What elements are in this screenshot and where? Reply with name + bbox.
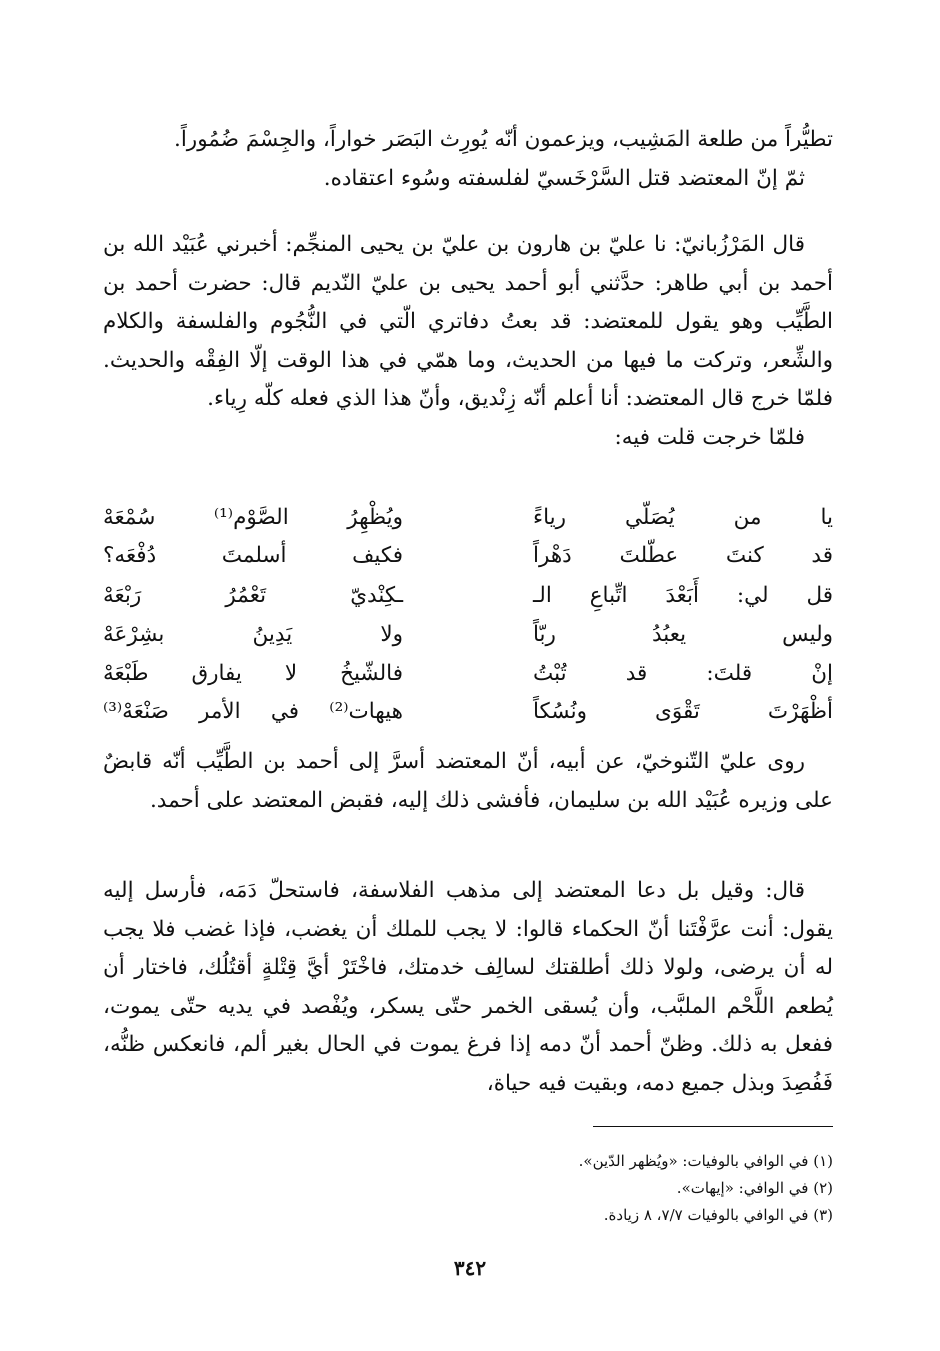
verse-first-hemistich: وليس يعبُدُ ربّاً (533, 622, 833, 647)
paragraph-5 (103, 743, 833, 820)
paragraph-text: فلمّا خرجت قلت فيه: (614, 424, 805, 450)
verse-line (103, 655, 833, 693)
verse-second-hemistich: فالشّيخُ لا يفارق طَبْعَهْ (103, 661, 403, 686)
paragraph-text: قال: وقيل بل دعا المعتضد إلى مذهب الفلاسفة، فاستحلّ دَمَه، فأرسل إليه يقول: أنت عرَّفْتَنا أنّ الحكماء قالوا: لا يجب للملك أن يغضب، فإذا غضب فلا يجب له أن يرضى، ولولا ذلك أطلقتك لسالِف خدمتك، فاخْتَرْ أيَّ قِتْلةٍ أقتُلُك، فاختار أن يُطعم اللَّحْم الملبَّب، وأن يُسقى الخمر حتّى يسكر، ويُفْصد في يديه حتّى يموت، ففعل به ذلك. وظنّ أحمد أنّ دمه إذا فرغ يموت في الحال بغير ألم، فانعكس ظنُّه، فَفُصِدَ وبذل جميع دمه، وبقيت فيه حياة، (103, 878, 833, 1096)
paragraph-6 (103, 872, 833, 1103)
footnote-divider (593, 1126, 833, 1127)
footnote: (٣) في الوافي بالوفيات ٧/٧، ٨ زيادة. (603, 1206, 833, 1224)
paragraph-1 (103, 121, 833, 198)
page-number: ٣٤٢ (453, 1256, 487, 1280)
verse-first-hemistich: إنْ قلتَ: قد تُبْتُ (533, 661, 833, 686)
footnote: (٢) في الوافي: «إيهات». (676, 1179, 833, 1197)
verse-first-hemistich: قد كنتَ عطّلتَ دَهْراً (533, 543, 833, 568)
verse-second-hemistich: ويُظْهِرُ الصَّوْم⁽¹⁾ سُمْعَهْ (103, 505, 403, 530)
verse-first-hemistich: قل لي: أَبَعْدَ اتِّباعِ الـ (533, 583, 833, 608)
verse-line (103, 537, 833, 575)
verse-second-hemistich: هيهات⁽²⁾ في الأمر صَنْعَهْ⁽³⁾ (103, 699, 403, 724)
verse-line (103, 577, 833, 615)
verse-line (103, 693, 833, 731)
verse-second-hemistich: ـكِنْديّ تَعْمُرُ رَبْعَهْ (103, 583, 403, 608)
paragraph-text: ثمّ إنّ المعتضد قتل السَّرْخَسيّ لفلسفته وسُوء اعتقاده. (323, 165, 805, 191)
verse-line (103, 616, 833, 654)
paragraph-text: روى عليّ التّنوخيّ، عن أبيه، أنّ المعتضد أسرَّ إلى أحمد بن الطَّيِّب أنّه قابضٌ على وزيره عُبَيْد الله بن سليمان، فأفشى ذلك إليه، فقبض المعتضد على أحمد. (103, 749, 833, 813)
verse-second-hemistich: ولا يَدِينُ بشِرْعَهْ (103, 622, 403, 647)
paragraph-text: قال المَرْزُبانيّ: نا عليّ بن هارون بن عليّ بن يحيى المنجِّم: أخبرني عُبَيْد الله بن أحمد بن أبي طاهر: حدَّثني أبو أحمد يحيى بن عليّ النّديم قال: حضرت أحمد بن الطَّيِّب وهو يقول للمعتضد: قد بعتُ دفاتري الّتي في النُّجُوم والفلسفة والكلام والشِّعر، وتركت ما فيها من الحديث، وما همّي في هذا الوقت إلّا الفِقْه والحديث. فلمّا خرج قال المعتضد: أنا أعلم أنّه زِنْديق، وأنّ هذا الذي فعله كلّه رِياء. (103, 232, 833, 411)
footnote: (١) في الوافي بالوفيات: «ويُظهر الدّين». (578, 1152, 833, 1170)
verse-first-hemistich: أظْهَرْتَ تَقْوَى ونُسُكاً (533, 699, 833, 724)
paragraph-3 (103, 226, 833, 457)
verse-second-hemistich: فكيف أسلمتَ دُفْعَه؟ (103, 543, 403, 568)
paragraph-text: تطيُّراً من طلعة المَشِيب، ويزعمون أنّه يُورِث البَصَر خواراً، والجِسْمَ ضُمُوراً. (174, 127, 833, 152)
verse-first-hemistich: يا من يُصَلّي رياءً (533, 505, 833, 530)
verse-line (103, 499, 833, 537)
